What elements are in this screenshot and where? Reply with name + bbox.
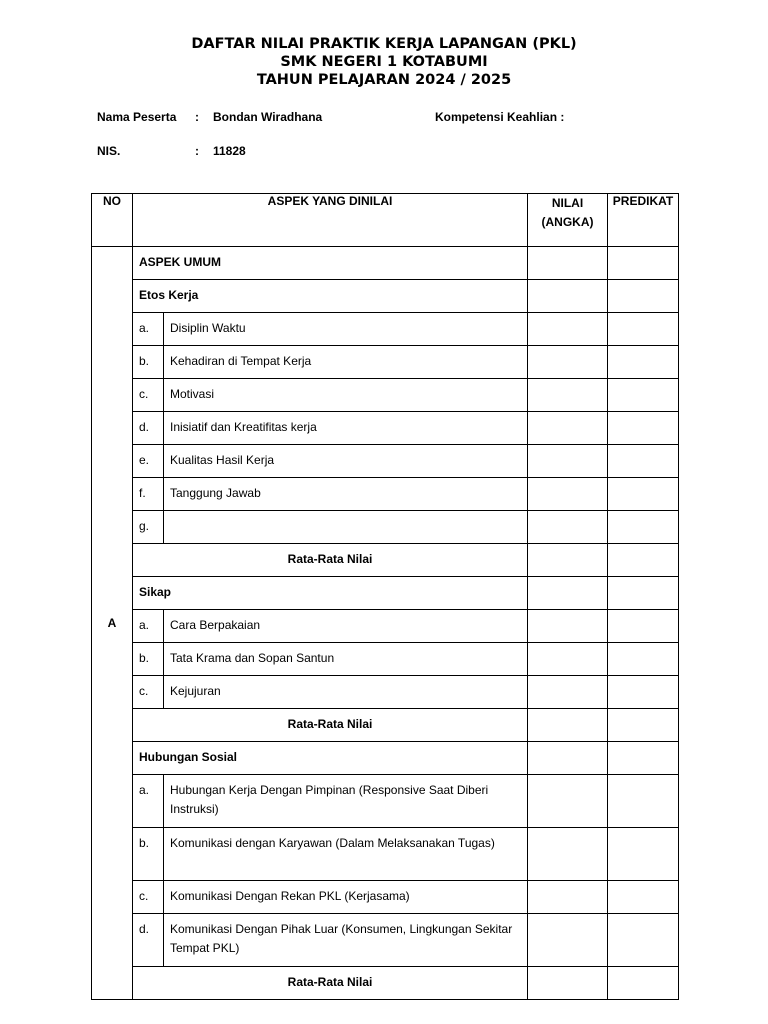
item-letter: b. xyxy=(139,836,150,850)
average-label: Rata-Rata Nilai xyxy=(287,975,373,989)
item-letter: d. xyxy=(139,922,150,936)
item-predikat-cell[interactable] xyxy=(608,643,679,676)
item-text: Cara Berpakaian xyxy=(170,618,261,632)
group-number: A xyxy=(92,247,133,1000)
item-letter: b. xyxy=(139,354,150,368)
item-predikat-cell[interactable] xyxy=(608,828,679,881)
item-text: Komunikasi Dengan Rekan PKL (Kerjasama) xyxy=(170,889,410,903)
item-letter: g. xyxy=(139,519,150,533)
section-nilai-cell[interactable] xyxy=(528,577,608,610)
item-letter-cell xyxy=(133,610,164,643)
average-nilai-cell[interactable] xyxy=(528,967,608,1000)
average-label-cell xyxy=(133,967,528,1000)
item-nilai-cell[interactable] xyxy=(528,346,608,379)
item-row xyxy=(92,412,679,445)
item-row xyxy=(92,610,679,643)
table-header-row xyxy=(92,194,679,247)
item-text: Disiplin Waktu xyxy=(170,321,246,335)
item-row xyxy=(92,346,679,379)
item-text-cell xyxy=(164,676,528,709)
item-row xyxy=(92,914,679,967)
header-nilai-text: NILAI (ANGKA) xyxy=(541,196,594,229)
section-title: Hubungan Sosial xyxy=(139,750,238,764)
item-text: Tanggung Jawab xyxy=(170,486,261,500)
item-row xyxy=(92,881,679,914)
item-nilai-cell[interactable] xyxy=(528,313,608,346)
item-predikat-cell[interactable] xyxy=(608,445,679,478)
section-title-row xyxy=(92,280,679,313)
item-letter-cell xyxy=(133,478,164,511)
section-nilai-cell[interactable] xyxy=(528,742,608,775)
item-letter: c. xyxy=(139,889,149,903)
item-text-cell xyxy=(164,478,528,511)
kompetensi-label: Kompetensi Keahlian : xyxy=(435,110,565,124)
item-text-cell xyxy=(164,828,528,881)
item-text-cell xyxy=(164,610,528,643)
group-title-cell xyxy=(133,247,528,280)
item-letter-cell xyxy=(133,511,164,544)
table-row xyxy=(92,247,679,280)
document-title: DAFTAR NILAI PRAKTIK KERJA LAPANGAN (PKL) xyxy=(191,36,577,52)
group-nilai-cell[interactable] xyxy=(528,247,608,280)
item-letter-cell xyxy=(133,412,164,445)
average-predikat-cell[interactable] xyxy=(608,967,679,1000)
item-nilai-cell[interactable] xyxy=(528,511,608,544)
item-letter: f. xyxy=(139,486,146,500)
item-letter: e. xyxy=(139,453,150,467)
item-row xyxy=(92,828,679,881)
section-title-cell xyxy=(133,577,528,610)
item-letter: d. xyxy=(139,420,150,434)
average-predikat-cell[interactable] xyxy=(608,709,679,742)
item-letter-cell xyxy=(133,914,164,967)
name-label: Nama Peserta xyxy=(97,110,177,124)
average-nilai-cell[interactable] xyxy=(528,544,608,577)
item-nilai-cell[interactable] xyxy=(528,775,608,828)
item-letter: a. xyxy=(139,783,150,797)
average-row xyxy=(92,544,679,577)
item-text-cell xyxy=(164,643,528,676)
item-predikat-cell[interactable] xyxy=(608,379,679,412)
item-letter-cell xyxy=(133,346,164,379)
header-no: NO xyxy=(92,194,133,247)
item-text-cell xyxy=(164,775,528,828)
item-row xyxy=(92,511,679,544)
item-nilai-cell[interactable] xyxy=(528,643,608,676)
item-text-cell xyxy=(164,379,528,412)
item-letter-cell xyxy=(133,643,164,676)
header-nilai xyxy=(528,194,608,247)
item-nilai-cell[interactable] xyxy=(528,828,608,881)
item-letter: a. xyxy=(139,618,150,632)
item-letter-cell xyxy=(133,828,164,881)
section-title-cell xyxy=(133,742,528,775)
item-row xyxy=(92,445,679,478)
item-text: Kehadiran di Tempat Kerja xyxy=(170,354,312,368)
item-text: Motivasi xyxy=(170,387,215,401)
item-text-cell xyxy=(164,412,528,445)
section-predikat-cell[interactable] xyxy=(608,577,679,610)
item-nilai-cell[interactable] xyxy=(528,445,608,478)
item-letter-cell xyxy=(133,313,164,346)
section-title-row xyxy=(92,742,679,775)
average-nilai-cell[interactable] xyxy=(528,709,608,742)
group-predikat-cell[interactable] xyxy=(608,247,679,280)
average-predikat-cell[interactable] xyxy=(608,544,679,577)
item-predikat-cell[interactable] xyxy=(608,881,679,914)
average-label: Rata-Rata Nilai xyxy=(287,717,373,731)
item-text-cell xyxy=(164,445,528,478)
item-letter: b. xyxy=(139,651,150,665)
nis-label: NIS. xyxy=(97,144,121,158)
item-predikat-cell[interactable] xyxy=(608,313,679,346)
item-row xyxy=(92,676,679,709)
name-value: Bondan Wiradhana xyxy=(213,110,323,124)
nis-value: 11828 xyxy=(213,144,246,158)
item-text: Tata Krama dan Sopan Santun xyxy=(170,651,335,665)
group-title: ASPEK UMUM xyxy=(139,255,222,269)
item-row xyxy=(92,775,679,828)
item-letter-cell xyxy=(133,676,164,709)
item-row xyxy=(92,478,679,511)
item-text-cell xyxy=(164,313,528,346)
item-text: Komunikasi Dengan Pihak Luar (Konsumen, Lingkungan Sekitar Tempat PKL) xyxy=(170,922,513,955)
item-text: Komunikasi dengan Karyawan (Dalam Melaksanakan Tugas) xyxy=(170,836,495,850)
item-text: Inisiatif dan Kreatifitas kerja xyxy=(170,420,317,434)
school-name: SMK NEGERI 1 KOTABUMI xyxy=(280,54,488,70)
item-letter: c. xyxy=(139,684,149,698)
nis-separator: : xyxy=(195,144,199,158)
item-predikat-cell[interactable] xyxy=(608,676,679,709)
item-nilai-cell[interactable] xyxy=(528,676,608,709)
item-nilai-cell[interactable] xyxy=(528,379,608,412)
average-row xyxy=(92,709,679,742)
header-predikat: PREDIKAT xyxy=(608,194,679,247)
item-nilai-cell[interactable] xyxy=(528,610,608,643)
item-text: Kejujuran xyxy=(170,684,221,698)
item-predikat-cell[interactable] xyxy=(608,346,679,379)
item-letter-cell xyxy=(133,445,164,478)
name-separator: : xyxy=(195,110,199,124)
item-nilai-cell[interactable] xyxy=(528,881,608,914)
section-title: Etos Kerja xyxy=(139,288,199,302)
section-title-cell xyxy=(133,280,528,313)
section-title: Sikap xyxy=(139,585,172,599)
item-text-cell xyxy=(164,511,528,544)
average-label-cell xyxy=(133,709,528,742)
item-predikat-cell[interactable] xyxy=(608,775,679,828)
average-label: Rata-Rata Nilai xyxy=(287,552,373,566)
average-row xyxy=(92,967,679,1000)
item-letter-cell xyxy=(133,775,164,828)
section-predikat-cell[interactable] xyxy=(608,742,679,775)
average-label-cell xyxy=(133,544,528,577)
item-text-cell xyxy=(164,881,528,914)
section-predikat-cell[interactable] xyxy=(608,280,679,313)
section-nilai-cell[interactable] xyxy=(528,280,608,313)
item-letter: a. xyxy=(139,321,150,335)
item-text: Hubungan Kerja Dengan Pimpinan (Responsive Saat Diberi Instruksi) xyxy=(170,783,489,816)
item-nilai-cell[interactable] xyxy=(528,914,608,967)
item-nilai-cell[interactable] xyxy=(528,478,608,511)
item-text: Kualitas Hasil Kerja xyxy=(170,453,275,467)
school-year: TAHUN PELAJARAN 2024 / 2025 xyxy=(256,72,512,88)
header-aspek: ASPEK YANG DINILAI xyxy=(133,194,528,247)
item-row xyxy=(92,379,679,412)
item-nilai-cell[interactable] xyxy=(528,412,608,445)
section-title-row xyxy=(92,577,679,610)
item-row xyxy=(92,643,679,676)
item-letter-cell xyxy=(133,881,164,914)
item-predikat-cell[interactable] xyxy=(608,914,679,967)
item-predikat-cell[interactable] xyxy=(608,610,679,643)
item-predikat-cell[interactable] xyxy=(608,511,679,544)
item-predikat-cell[interactable] xyxy=(608,478,679,511)
item-row xyxy=(92,313,679,346)
item-predikat-cell[interactable] xyxy=(608,412,679,445)
item-text-cell xyxy=(164,346,528,379)
assessment-table xyxy=(91,193,679,1000)
item-text xyxy=(164,511,527,521)
item-letter-cell xyxy=(133,379,164,412)
item-letter: c. xyxy=(139,387,149,401)
item-text-cell xyxy=(164,914,528,967)
